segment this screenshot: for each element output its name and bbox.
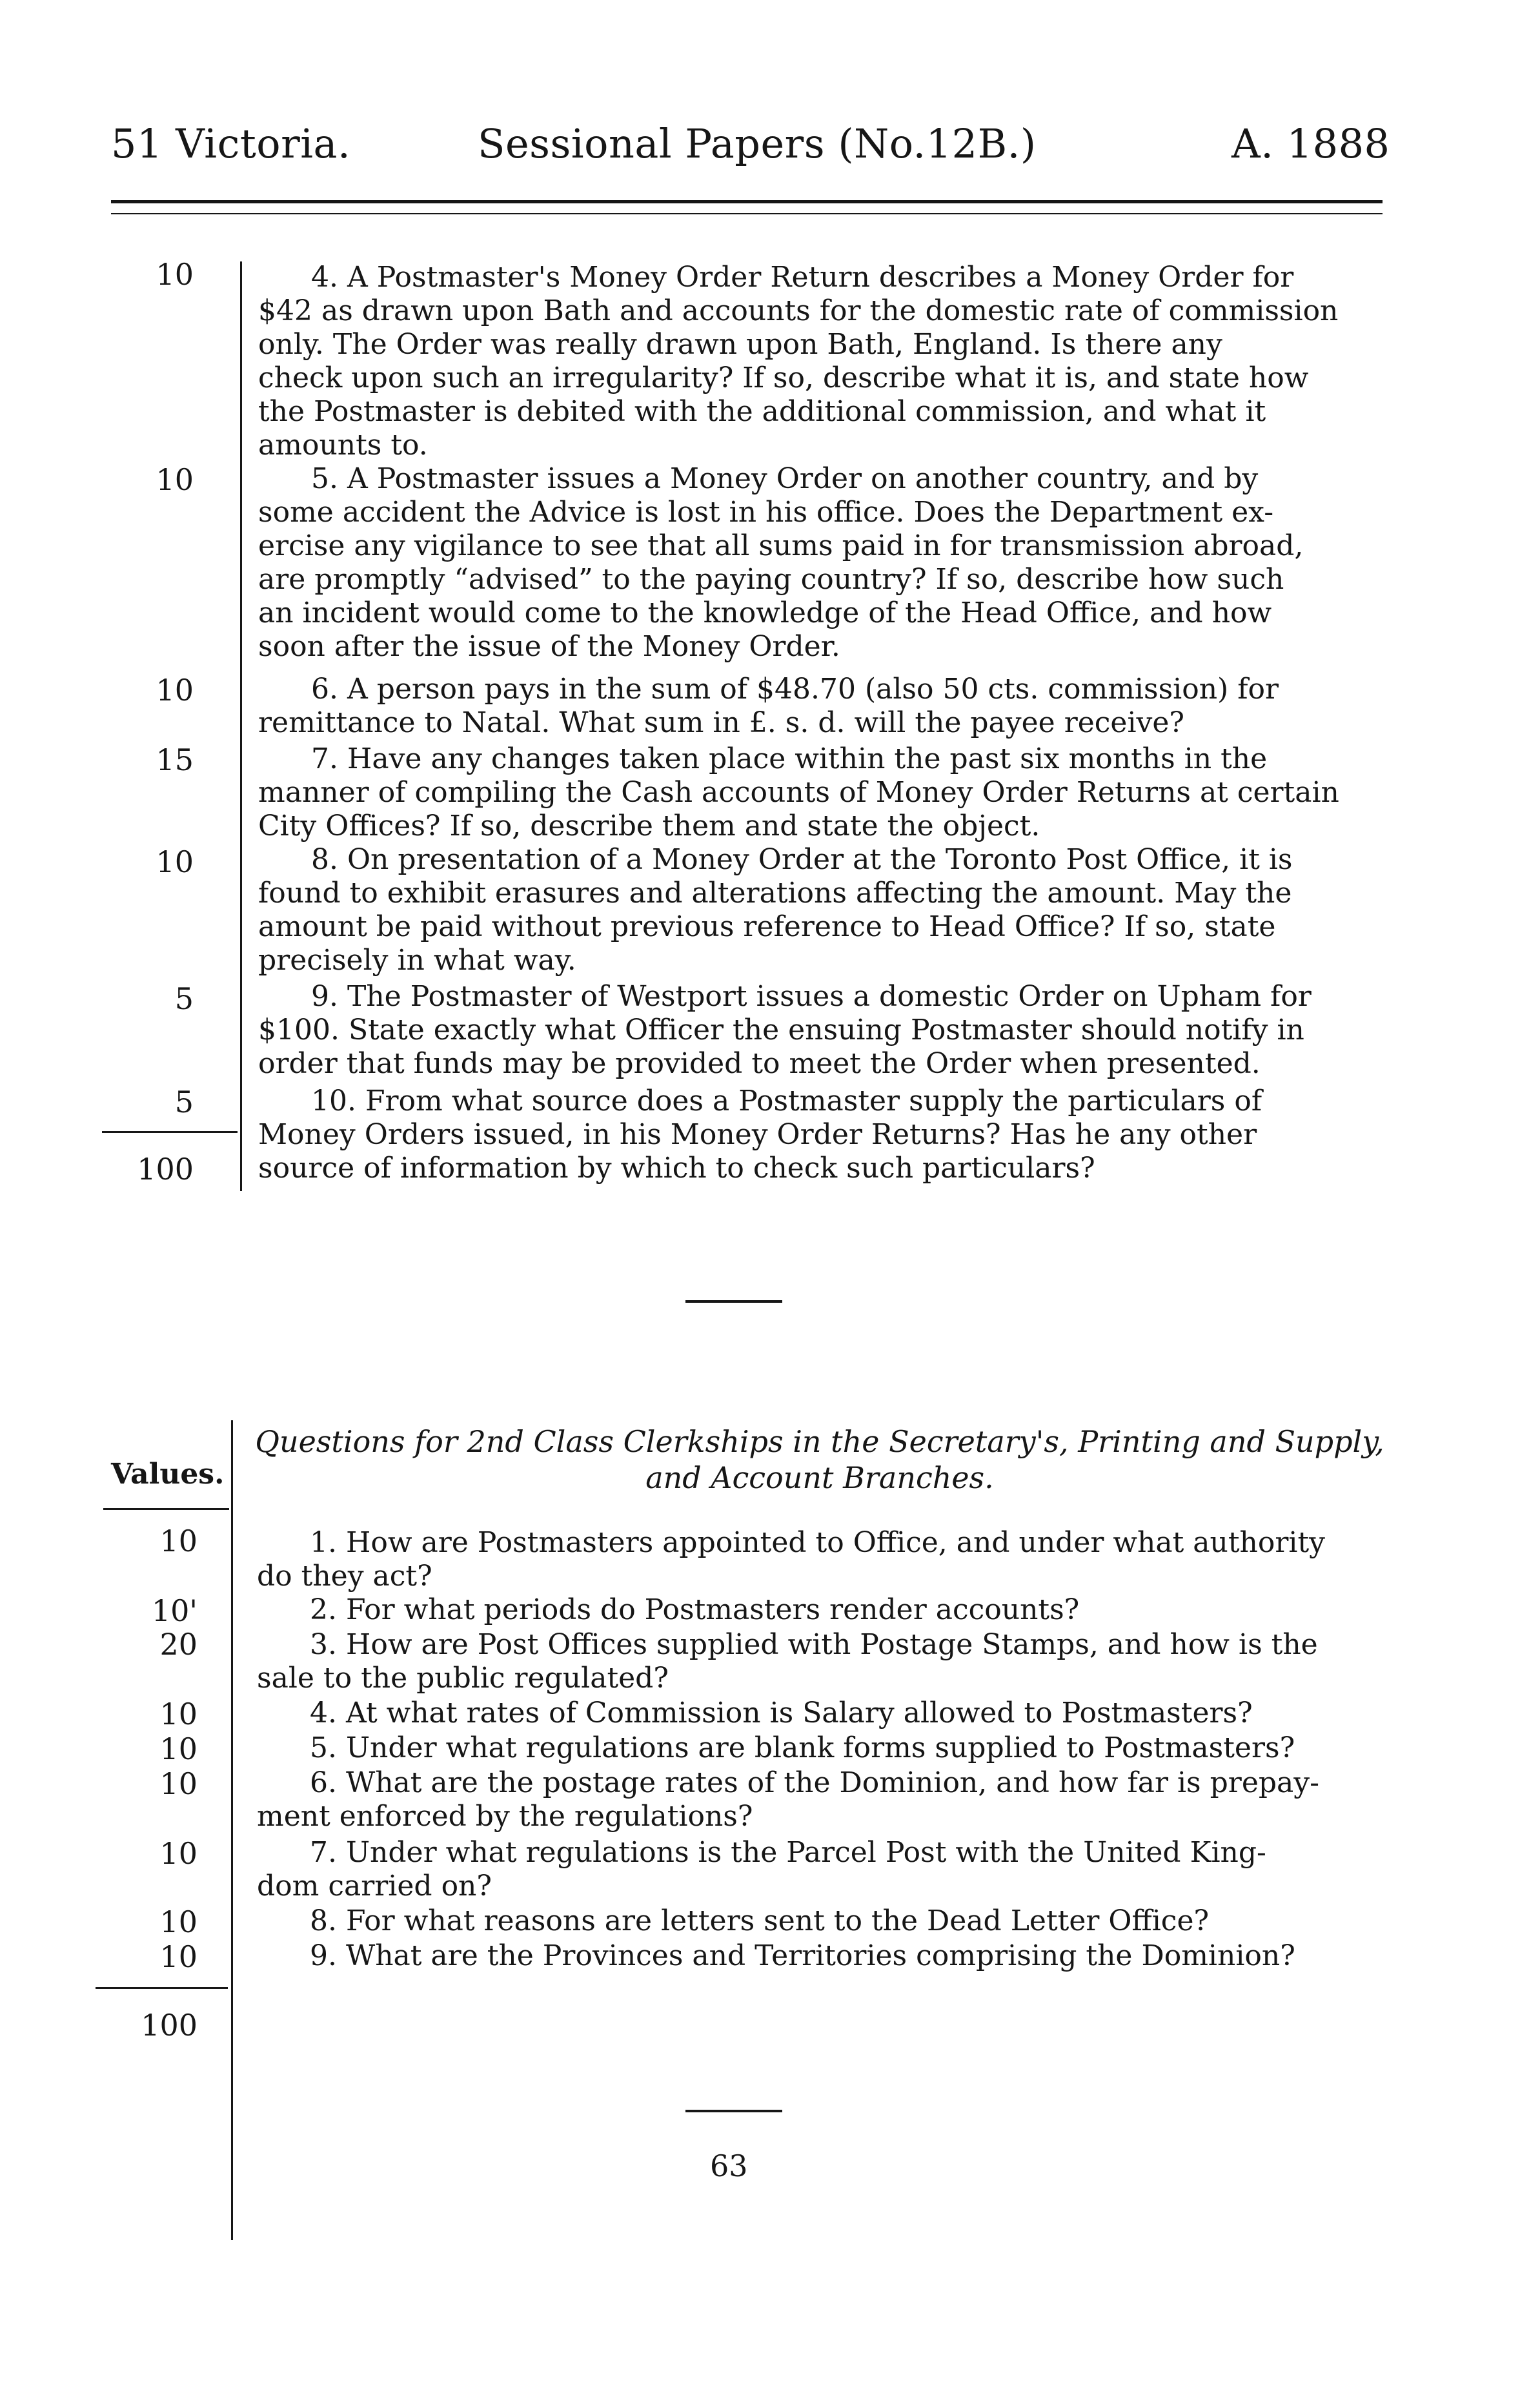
section-divider	[685, 1300, 782, 1303]
section2-line: 9. What are the Provinces and Territories comprising the Dominion?	[310, 1939, 1295, 1972]
section1-line: $42 as drawn upon Bath and accounts for the domestic rate of commission	[258, 294, 1339, 327]
section1-line: 6. A person pays in the sum of $48.70 (also 50 cts. commission) for	[311, 673, 1279, 706]
section1-line: an incident would come to the knowledge of the Head Office, and how	[258, 597, 1272, 629]
header-rule-thick	[111, 200, 1383, 203]
section1-line: 7. Have any changes taken place within the past six months in the	[311, 742, 1268, 775]
section1-mark: 10	[156, 673, 194, 708]
section1-line: precisely in what way.	[258, 944, 576, 977]
header-session: 51 Victoria.	[111, 120, 351, 167]
section2-heading-line1: Questions for 2nd Class Clerkships in the Secretary's, Printing and Supply,	[255, 1424, 1384, 1459]
section1-line: 8. On presentation of a Money Order at the Toronto Post Office, it is	[311, 843, 1293, 876]
section2-mark: 10	[159, 1766, 198, 1801]
section1-line: check upon such an irregularity? If so, describe what it is, and state how	[258, 362, 1309, 394]
section1-mark: 5	[174, 981, 194, 1016]
section1-line: some accident the Advice is lost in his office. Does the Department ex-	[258, 496, 1274, 529]
section2-line: 6. What are the postage rates of the Dominion, and how far is prepay-	[310, 1766, 1319, 1799]
section-divider	[685, 2110, 782, 2112]
section2-mark: 10	[159, 1731, 198, 1766]
section2-line: 3. How are Post Offices supplied with Postage Stamps, and how is the	[310, 1628, 1318, 1661]
section1-mark: 10	[156, 257, 194, 292]
section2-line: dom carried on?	[257, 1870, 492, 1903]
section1-line: manner of compiling the Cash accounts of Money Order Returns at certain	[258, 776, 1339, 809]
header-title: Sessional Papers (No.12B.)	[478, 120, 1037, 167]
section2-line: 5. Under what regulations are blank forms supplied to Postmasters?	[310, 1731, 1295, 1764]
section2-mark: 10	[159, 1524, 198, 1558]
section1-line: amounts to.	[258, 429, 428, 462]
section1-total: 100	[137, 1152, 194, 1187]
page-number: 63	[710, 2148, 748, 2183]
section2-line: sale to the public regulated?	[257, 1662, 669, 1695]
section1-mark: 10	[156, 844, 194, 879]
section1-line: soon after the issue of the Money Order.	[258, 630, 840, 663]
section2-line: 7. Under what regulations is the Parcel Post with the United King-	[310, 1836, 1266, 1869]
section2-line: 4. At what rates of Commission is Salary allowed to Postmasters?	[310, 1697, 1253, 1729]
section1-line: 9. The Postmaster of Westport issues a domestic Order on Upham for	[311, 980, 1312, 1013]
section2-mark: 10	[159, 1836, 198, 1871]
section1-line: Money Orders issued, in his Money Order Returns? Has he any other	[258, 1118, 1257, 1151]
section1-line: amount be paid without previous reference to Head Office? If so, state	[258, 910, 1276, 943]
section2-heading-line2: and Account Branches.	[645, 1460, 994, 1495]
section2-line: 1. How are Postmasters appointed to Office, and under what authority	[310, 1526, 1325, 1559]
section1-line: found to exhibit erasures and alterations affecting the amount. May the	[258, 877, 1292, 910]
section2-mark: 10	[159, 1697, 198, 1731]
section1-margin-rule	[240, 261, 242, 1191]
values-heading-rule	[103, 1508, 229, 1510]
section1-mark: 5	[174, 1085, 194, 1119]
section1-line: remittance to Natal. What sum in £. s. d. will the payee receive?	[258, 706, 1185, 739]
section2-line: ment enforced by the regulations?	[257, 1800, 753, 1833]
section1-mark: 15	[156, 742, 194, 777]
section2-mark: 10	[159, 1939, 198, 1974]
section2-mark: 10	[159, 1904, 198, 1939]
section2-line: 8. For what reasons are letters sent to the Dead Letter Office?	[310, 1904, 1210, 1937]
section1-line: are promptly “advised” to the paying country? If so, describe how such	[258, 563, 1284, 596]
section1-line: City Offices? If so, describe them and state the object.	[258, 810, 1040, 842]
section2-mark: 10'	[151, 1593, 198, 1628]
header-rule-thin	[111, 213, 1383, 214]
header-year: A. 1888	[1231, 120, 1390, 167]
section1-mark: 10	[156, 462, 194, 497]
section2-line: do they act?	[257, 1560, 432, 1593]
section1-total-rule	[102, 1131, 238, 1133]
section1-line: ercise any vigilance to see that all sums paid in for transmission abroad,	[258, 529, 1304, 562]
section1-line: 10. From what source does a Postmaster supply the particulars of	[311, 1085, 1262, 1117]
section1-line: order that funds may be provided to meet the Order when presented.	[258, 1047, 1261, 1080]
section1-line: 4. A Postmaster's Money Order Return describes a Money Order for	[311, 261, 1294, 294]
section2-total-rule	[96, 1987, 228, 1989]
section2-mark: 20	[159, 1627, 198, 1662]
section1-line: 5. A Postmaster issues a Money Order on another country, and by	[311, 462, 1259, 495]
section2-margin-rule	[231, 1420, 233, 2240]
values-column-heading: Values.	[111, 1458, 225, 1491]
section1-line: source of information by which to check such particulars?	[258, 1152, 1095, 1185]
section1-line: only. The Order was really drawn upon Bath, England. Is there any	[258, 328, 1222, 361]
section1-line: $100. State exactly what Officer the ensuing Postmaster should notify in	[258, 1014, 1304, 1046]
section2-line: 2. For what periods do Postmasters render accounts?	[310, 1593, 1080, 1626]
section2-total: 100	[141, 2008, 198, 2043]
section1-line: the Postmaster is debited with the additional commission, and what it	[258, 395, 1266, 428]
